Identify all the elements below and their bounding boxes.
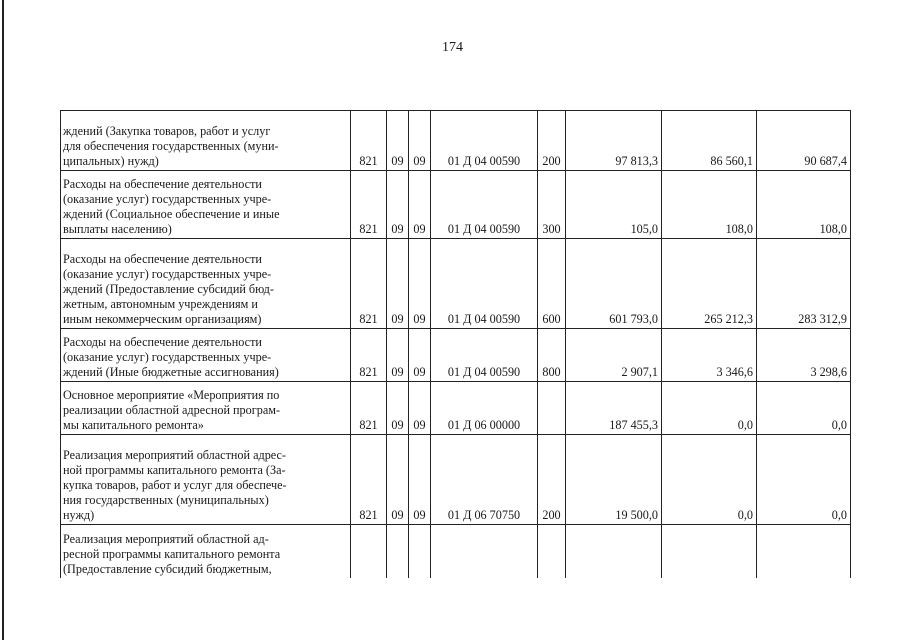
row-description: [61, 171, 351, 239]
table-row: [61, 329, 851, 382]
expense-type-cell: 300: [538, 171, 566, 239]
amount-year1-cell: 19 500,0: [566, 435, 662, 525]
description-line: Реализация мероприятий областной адрес-: [63, 448, 286, 462]
section-code-cell: 09: [387, 382, 409, 435]
table-row: [61, 111, 851, 171]
description-line: Расходы на обеспечение деятельности: [63, 335, 262, 349]
description-line: Расходы на обеспечение деятельности: [63, 177, 262, 191]
table-row: [61, 171, 851, 239]
description-line: мы капитального ремонта»: [63, 418, 204, 432]
amount-year1-cell: 601 793,0: [566, 239, 662, 329]
description-line: ной программы капитального ремонта (За-: [63, 463, 286, 477]
table-row: [61, 525, 851, 578]
description-line: выплаты населению): [63, 222, 172, 236]
subsection-code-cell: [409, 525, 431, 578]
target-article-cell: 01 Д 04 00590: [431, 111, 538, 171]
ministry-code-cell: 821: [351, 435, 387, 525]
expense-type-cell: [538, 382, 566, 435]
scan-edge-line: [2, 0, 4, 640]
amount-year1-cell: 97 813,3: [566, 111, 662, 171]
ministry-code-cell: 821: [351, 382, 387, 435]
amount-year3-cell: 3 298,6: [757, 329, 851, 382]
description-line: (оказание услуг) государственных учре-: [63, 267, 272, 281]
section-code-cell: 09: [387, 171, 409, 239]
ministry-code-cell: 821: [351, 171, 387, 239]
description-line: ния государственных (муниципальных): [63, 493, 269, 507]
row-description: [61, 525, 351, 578]
target-article-cell: 01 Д 04 00590: [431, 239, 538, 329]
amount-year2-cell: 3 346,6: [662, 329, 757, 382]
target-article-cell: 01 Д 06 70750: [431, 435, 538, 525]
target-article-cell: [431, 525, 538, 578]
amount-year3-cell: 90 687,4: [757, 111, 851, 171]
amount-year2-cell: 0,0: [662, 435, 757, 525]
amount-year3-cell: 0,0: [757, 435, 851, 525]
amount-year3-cell: [757, 525, 851, 578]
expense-type-cell: 600: [538, 239, 566, 329]
row-description: [61, 239, 351, 329]
table-row: [61, 435, 851, 525]
amount-year2-cell: [662, 525, 757, 578]
description-line: ресной программы капитального ремонта: [63, 546, 281, 561]
description-line: ждений (Предоставление субсидий бюд-: [63, 282, 274, 296]
description-line: иным некоммерческим организациям): [63, 312, 262, 326]
description-line: (оказание услуг) государственных учре-: [63, 350, 272, 364]
amount-year1-cell: 187 455,3: [566, 382, 662, 435]
amount-year3-cell: 283 312,9: [757, 239, 851, 329]
section-code-cell: 09: [387, 239, 409, 329]
target-article-cell: 01 Д 04 00590: [431, 171, 538, 239]
amount-year1-cell: [566, 525, 662, 578]
section-code-cell: 09: [387, 435, 409, 525]
expense-type-cell: 800: [538, 329, 566, 382]
description-line: Основное мероприятие «Мероприятия по: [63, 388, 280, 402]
page-number: 174: [442, 40, 463, 55]
subsection-code-cell: 09: [409, 171, 431, 239]
row-description: [61, 111, 351, 171]
section-code-cell: [387, 525, 409, 578]
budget-table: [60, 110, 851, 578]
description-line: Реализация мероприятий областной ад-: [63, 531, 269, 546]
description-line: (Предоставление субсидий бюджетным,: [63, 561, 272, 576]
ministry-code-cell: [351, 525, 387, 578]
amount-year3-cell: 108,0: [757, 171, 851, 239]
subsection-code-cell: 09: [409, 382, 431, 435]
description-line: ждений (Социальное обеспечение и иные: [63, 207, 280, 221]
target-article-cell: 01 Д 06 00000: [431, 382, 538, 435]
ministry-code-cell: 821: [351, 239, 387, 329]
row-description: [61, 329, 351, 382]
description-line: ждений (Закупка товаров, работ и услуг: [63, 124, 271, 138]
description-line: ципальных) нужд): [63, 154, 159, 168]
description-line: ждений (Иные бюджетные ассигнования): [63, 365, 279, 379]
row-description: [61, 382, 351, 435]
description-line: для обеспечения государственных (муни-: [63, 139, 279, 153]
subsection-code-cell: 09: [409, 111, 431, 171]
description-line: (оказание услуг) государственных учре-: [63, 192, 272, 206]
amount-year1-cell: 2 907,1: [566, 329, 662, 382]
expense-type-cell: [538, 525, 566, 578]
ministry-code-cell: 821: [351, 329, 387, 382]
target-article-cell: 01 Д 04 00590: [431, 329, 538, 382]
section-code-cell: 09: [387, 329, 409, 382]
description-line: Расходы на обеспечение деятельности: [63, 252, 262, 266]
table-row: [61, 382, 851, 435]
description-line: купка товаров, работ и услуг для обеспече-: [63, 478, 287, 492]
table-row: [61, 239, 851, 329]
amount-year2-cell: 265 212,3: [662, 239, 757, 329]
expense-type-cell: 200: [538, 435, 566, 525]
amount-year2-cell: 108,0: [662, 171, 757, 239]
subsection-code-cell: 09: [409, 239, 431, 329]
description-line: реализации областной адресной програм-: [63, 403, 281, 417]
amount-year1-cell: 105,0: [566, 171, 662, 239]
amount-year2-cell: 86 560,1: [662, 111, 757, 171]
amount-year3-cell: 0,0: [757, 382, 851, 435]
subsection-code-cell: 09: [409, 435, 431, 525]
amount-year2-cell: 0,0: [662, 382, 757, 435]
row-description: [61, 435, 351, 525]
subsection-code-cell: 09: [409, 329, 431, 382]
expense-type-cell: 200: [538, 111, 566, 171]
ministry-code-cell: 821: [351, 111, 387, 171]
description-line: жетным, автономным учреждениям и: [63, 297, 258, 311]
section-code-cell: 09: [387, 111, 409, 171]
description-line: нужд): [63, 508, 95, 522]
